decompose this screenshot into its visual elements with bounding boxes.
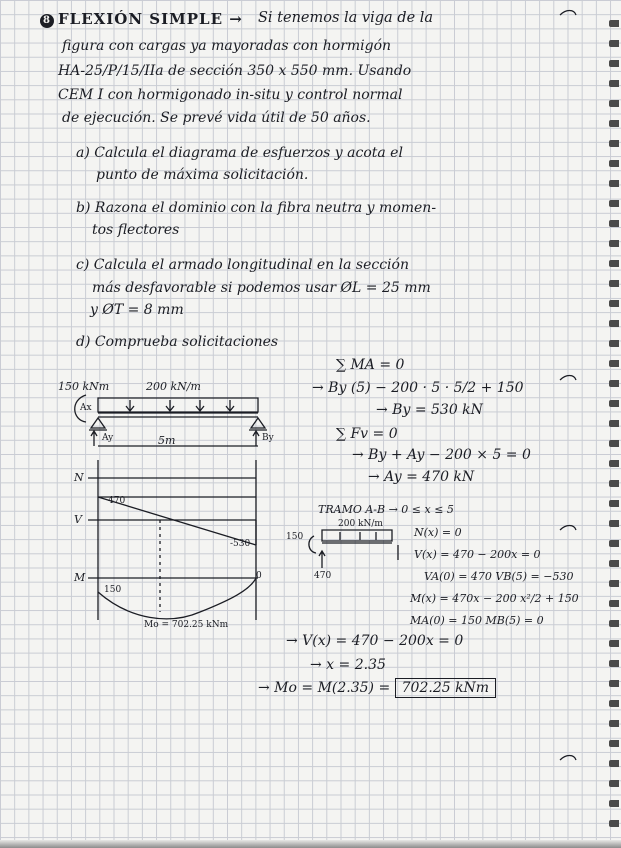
question-b	[76, 200, 436, 216]
reaction-by-label: By	[262, 433, 274, 443]
question-a-line-2: punto de máxima solicitación.	[96, 167, 309, 183]
moment-load-label: 150 kNm	[58, 380, 110, 393]
tramo-line-3: VA(0) = 470 VB(5) = −530	[424, 570, 574, 583]
tramo-line-5: MA(0) = 150 MB(5) = 0	[410, 614, 544, 627]
tramo-line-4: M(x) = 470x − 200 x²/2 + 150	[410, 592, 579, 605]
question-c-label: c)	[76, 257, 90, 273]
problem-title	[40, 10, 243, 28]
statement-line-5: de ejecución. Se prevé vida útil de 50 años.	[62, 110, 371, 126]
eq-line-3: → By = 530 kN	[376, 402, 483, 418]
question-b-line-1: Razona el dominio con la fibra neutra y momen-	[94, 200, 437, 216]
distributed-load-label: 200 kN/m	[146, 380, 201, 393]
title-arrow: →	[229, 10, 243, 28]
question-c-line-1: Calcula el armado longitudinal en la sección	[93, 257, 409, 273]
tramo-reaction-label: 470	[314, 571, 332, 581]
n-axis-label: N	[74, 471, 84, 484]
statement-line-2: figura con cargas ya mayoradas con hormigón	[62, 38, 392, 54]
tramo-moment-label: 150	[286, 532, 304, 542]
page-bottom-shadow	[0, 840, 621, 848]
support-a	[89, 418, 107, 430]
tramo-load-label: 200 kN/m	[338, 519, 383, 529]
eq-line-5: → By + Ay − 200 × 5 = 0	[352, 447, 531, 463]
question-b-label: b)	[76, 200, 91, 216]
tramo-line-1: N(x) = 0	[414, 526, 462, 539]
question-d	[76, 334, 278, 350]
max-result-box: 702.25 kNm	[395, 678, 496, 698]
question-a-label: a)	[76, 145, 90, 161]
question-d-line-1: Comprueba solicitaciones	[94, 334, 279, 350]
support-b	[249, 418, 267, 430]
title-text: FLEXIÓN SIMPLE	[58, 10, 223, 28]
question-a-line-1: Calcula el diagrama de esfuerzos y acota el	[94, 145, 403, 161]
statement-line-1: Si tenemos la viga de la	[258, 10, 434, 26]
eq-line-2: → By (5) − 200 · 5 · 5/2 + 150	[312, 380, 524, 396]
max-line-3-prefix: → Mo = M(2.35) =	[258, 680, 391, 696]
question-c	[76, 257, 409, 273]
max-line-3	[258, 680, 496, 696]
m-axis-label: M	[74, 571, 86, 584]
v-end-label: -530	[230, 539, 251, 549]
m-diagram-curve	[98, 578, 256, 619]
reaction-ay-label: Ay	[102, 433, 114, 443]
v-axis-label: V	[74, 513, 82, 526]
question-c-line-2: más desfavorable si podemos usar ØL = 25 mm	[92, 280, 431, 296]
m-start-label: 150	[104, 585, 122, 595]
reaction-ax-label: Ax	[80, 403, 92, 413]
max-line-1: → V(x) = 470 − 200x = 0	[286, 633, 464, 649]
notebook-binding	[607, 0, 621, 848]
beam-line	[98, 413, 258, 417]
statement-line-4: CEM I con hormigonado in-situ y control normal	[58, 87, 403, 103]
distributed-load-box	[98, 398, 258, 412]
max-line-2: → x = 2.35	[310, 657, 386, 673]
m-max-label: Mo = 702.25 kNm	[144, 620, 229, 630]
statement-line-3: HA-25/P/15/IIa de sección 350 x 550 mm. Usando	[58, 63, 412, 79]
eq-line-1: ∑ MA = 0	[336, 357, 405, 373]
tramo-title: TRAMO A-B → 0 ≤ x ≤ 5	[318, 503, 454, 516]
question-d-label: d)	[76, 334, 91, 350]
span-label: 5m	[158, 434, 176, 447]
m-end-label: 0	[256, 571, 262, 581]
tramo-line-2: V(x) = 470 − 200x = 0	[414, 548, 541, 561]
v-start-label: 470	[108, 496, 126, 506]
problem-number-badge: 8	[40, 14, 54, 28]
question-a	[76, 145, 403, 161]
question-b-line-2: tos flectores	[92, 222, 180, 238]
question-c-line-3: y ØT = 8 mm	[90, 302, 184, 318]
eq-line-6: → Ay = 470 kN	[368, 469, 475, 485]
eq-line-4: ∑ Fv = 0	[336, 426, 398, 442]
